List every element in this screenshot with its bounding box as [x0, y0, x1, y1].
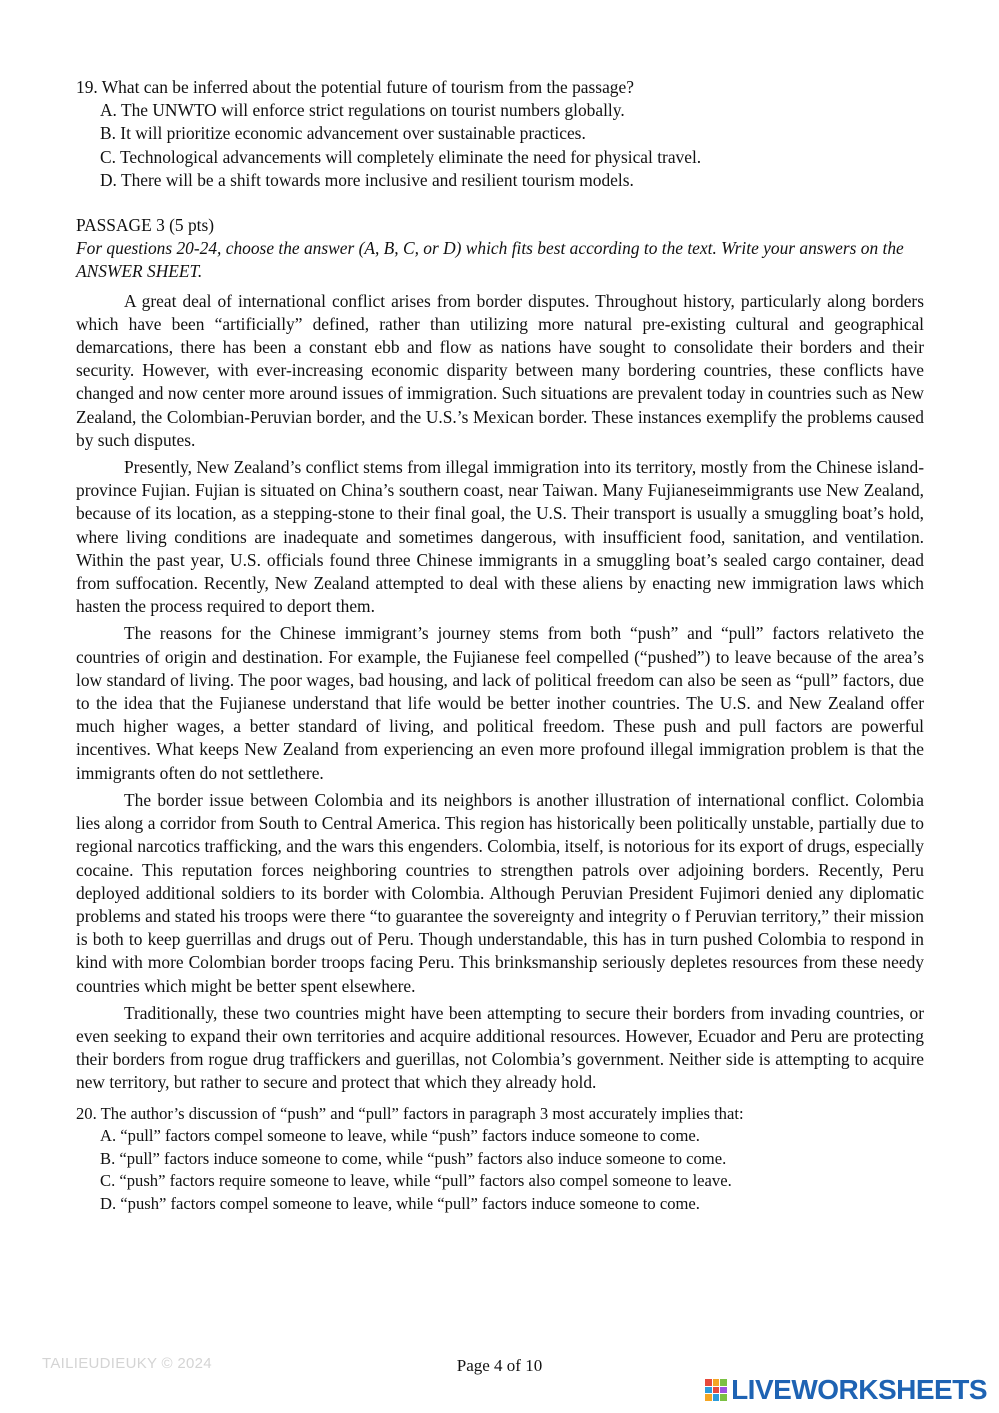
- passage-paragraph-4: The border issue between Colombia and its neighbors is another illustration of international conflict. Colombia lies along a corridor from South to Central America. This region has historically been politically unstable, partially due to regional narcotics trafficking, and the wars this engenders. Colombia, itself, is notorious for its export of drugs, especially cocaine. This reputation forces neighboring countries to strengthen patrols over adjoining borders. Recently, Peru deployed additional soldiers to its border with Colombia. Although Peruvian President Fujimori denied any diplomatic problems and stated his troops were there “to guarantee the sovereignty and integrity o f Peruvian territory,” their mission is both to keep guerrillas and drugs out of Peru. Though understandable, this has in turn pushed Colombia to respond in kind with more Colombian border troops facing Peru. This brinksmanship seriously depletes resources from these needy countries which might be better spent elsewhere.: [76, 789, 924, 996]
- footer-watermark: TAILIEUDIEUKY © 2024: [42, 1355, 212, 1372]
- document-page: [76, 76, 924, 1216]
- page-number: Page 4 of 10: [456, 1356, 543, 1375]
- liveworksheets-grid-icon: [705, 1379, 727, 1401]
- question-19: [76, 76, 924, 192]
- question-19-option-b: B. It will prioritize economic advancement over sustainable practices.: [100, 123, 586, 144]
- passage-3-heading: PASSAGE 3 (5 pts): [76, 215, 215, 236]
- passage-3-instruction: For questions 20-24, choose the answer (A, B, C, or D) which fits best according to the text. Write your answers on the ANSWER SHEET.: [76, 238, 904, 282]
- passage-paragraph-1: A great deal of international conflict arises from border disputes. Throughout history, particularly along borders which have been “artificially” defined, rather than utilizing more natural pre-existing cultural and geographical demarcations, there has been a constant ebb and flow as nations have sought to consolidate their borders and their security. However, with ever-increasing economic disparity between many bordering countries, these conflicts have changed and now center more around issues of immigration. Such situations are prevalent today in countries such as New Zealand, the Colombian-Peruvian border, and the U.S.’s Mexican border. These instances exemplify the problems caused by such disputes.: [76, 290, 924, 450]
- question-19-option-a: A. The UNWTO will enforce strict regulations on tourist numbers globally.: [100, 100, 625, 121]
- question-20-option-d: D. “push” factors compel someone to leave, while “pull” factors induce someone to come.: [100, 1193, 700, 1213]
- passage-paragraph-3: The reasons for the Chinese immigrant’s journey stems from both “push” and “pull” factors relativeto the countries of origin and destination. For example, the Fujianese feel compelled (“pushed”) to leave because of the area’s low standard of living. The poor wages, bad housing, and lack of political freedom can also be seen as “pull” factors, due to the idea that the Fujianese understand that life would be better inother countries. The U.S. and New Zealand offer much higher wages, a better standard of living, and political freedom. These push and pull factors are powerful incentives. What keeps New Zealand from experiencing an even more profound illegal immigration problem is that the immigrants often do not settlethere.: [76, 623, 924, 783]
- passage-3-body: [76, 290, 924, 1095]
- question-20-stem: 20. The author’s discussion of “push” and “pull” factors in paragraph 3 most accurately implies that:: [76, 1103, 744, 1123]
- passage-paragraph-2: Presently, New Zealand’s conflict stems from illegal immigration into its territory, mostly from the Chinese island- province Fujian. Fujian is situated on China’s southern coast, near Taiwan. Many Fujianeseimmigrants use New Zealand, because of its location, as a stepping-stone to their final goal, the U.S. Their transport is usually a smuggling boat’s hold, where living conditions are inadequate and sometimes dangerous, with insufficient food, sanitation, and ventilation. Within the past year, U.S. officials found three Chinese immigrants in a smuggling boat’s sealed cargo container, dead from suffocation. Recently, New Zealand attempted to deal with these aliens by enacting new immigration laws which hasten the process required to deport them.: [76, 457, 924, 617]
- question-19-stem: 19. What can be inferred about the potential future of tourism from the passage?: [76, 77, 634, 97]
- liveworksheets-logo[interactable]: [705, 1374, 987, 1406]
- question-19-option-c: C. Technological advancements will completely eliminate the need for physical travel.: [100, 146, 702, 167]
- passage-paragraph-5: Traditionally, these two countries might have been attempting to secure their borders from invading countries, or even seeking to expand their own territories and acquire additional resources. However, Ecuador and Peru are protecting their borders from rogue drug traffickers and guerillas, not Colombia’s government. Neither side is attempting to acquire new territory, but rather to secure and protect that which they already hold.: [76, 1002, 924, 1093]
- liveworksheets-brand-text: LIVEWORKSHEETS: [731, 1374, 987, 1405]
- question-20-option-b: B. “pull” factors induce someone to come, while “push” factors also induce someone to come.: [100, 1148, 727, 1168]
- question-20: [76, 1103, 924, 1216]
- question-20-option-a: A. “pull” factors compel someone to leave, while “push” factors induce someone to come.: [100, 1126, 700, 1146]
- question-19-option-d: D. There will be a shift towards more inclusive and resilient tourism models.: [100, 169, 634, 190]
- question-20-option-c: C. “push” factors require someone to leave, while “pull” factors also compel someone to leave.: [100, 1171, 732, 1191]
